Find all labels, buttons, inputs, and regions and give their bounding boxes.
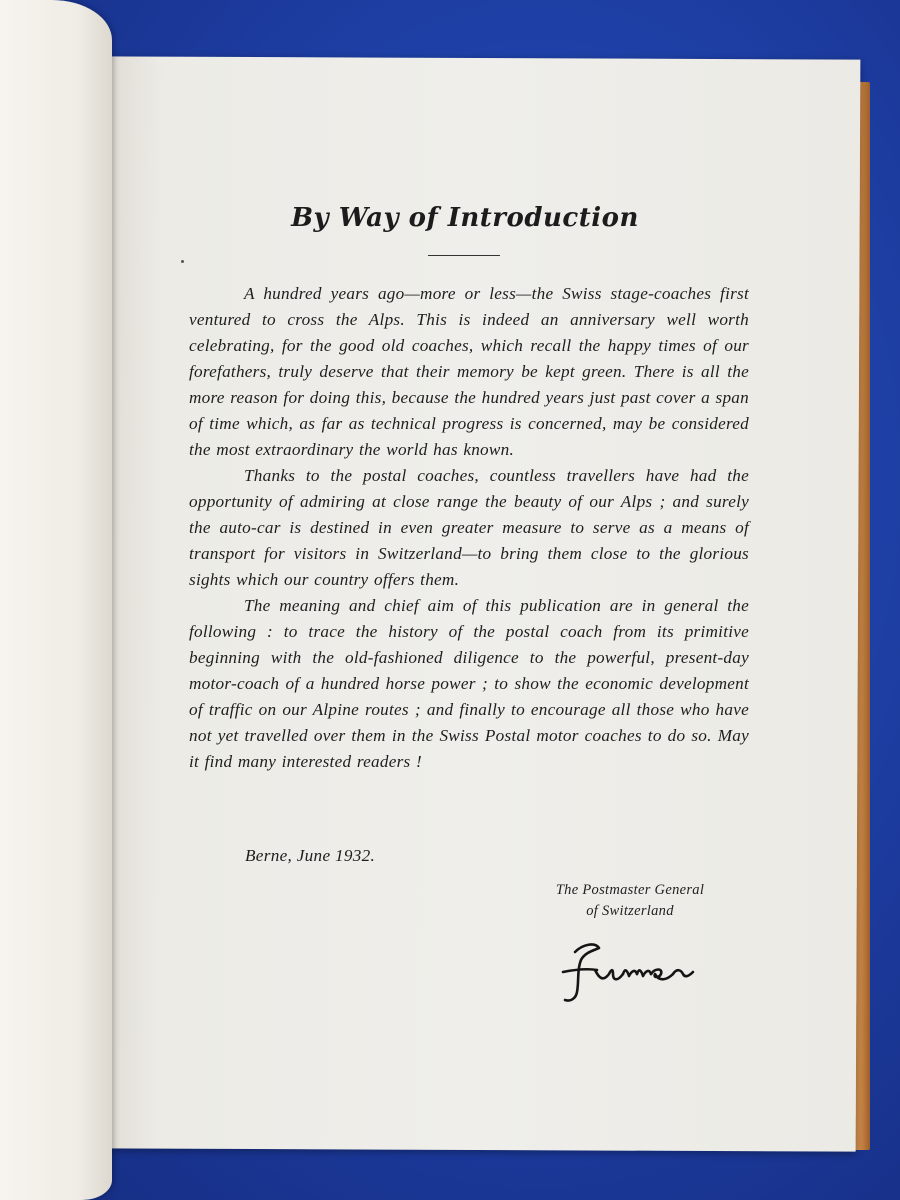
- left-page-edge: [0, 0, 112, 1200]
- page-title: By Way of Introduction: [291, 203, 639, 233]
- introduction-text: [189, 281, 749, 775]
- paragraph-2: Thanks to the postal coaches, countless travellers have had the opportunity of admiring at close range the beauty of our Alps ; and surely the auto-car is destined in even greater measure to serve as a means of transport for visitors in Switzerland—to bring them close to the glorious sights which our country offers them.: [189, 466, 749, 589]
- paragraph-1: A hundred years ago—more or less—the Swiss stage-coaches first ventured to cross the Alps. This is indeed an anniversary well worth celebrating, for the good old coaches, which recall the happy times of our forefathers, truly deserve that their memory be kept green. There is all the more reason for doing this, because the hundred years just past cover a span of time which, as far as technical progress is concerned, may be considered the most extraordinary the world has known.: [189, 284, 749, 459]
- signer-block: [520, 880, 740, 922]
- signer-country: of Switzerland: [586, 903, 674, 919]
- paragraph-3: The meaning and chief aim of this publication are in general the following : to trace the history of the postal coach from its primitive beginning with the old-fashioned diligence to the powerful, present-day motor-coach of a hundred horse power ; to show the economic development of traffic on our Alpine routes ; and finally to encourage all those who have not yet travelled over them in the Swiss Postal motor coaches to do so. May it find many interested readers !: [189, 596, 749, 771]
- signer-title: The Postmaster General: [555, 882, 705, 898]
- dateline: Berne, June 1932.: [245, 846, 376, 865]
- paper-speck: [181, 260, 184, 263]
- title-divider: [428, 255, 500, 256]
- handwritten-signature: [555, 930, 705, 1010]
